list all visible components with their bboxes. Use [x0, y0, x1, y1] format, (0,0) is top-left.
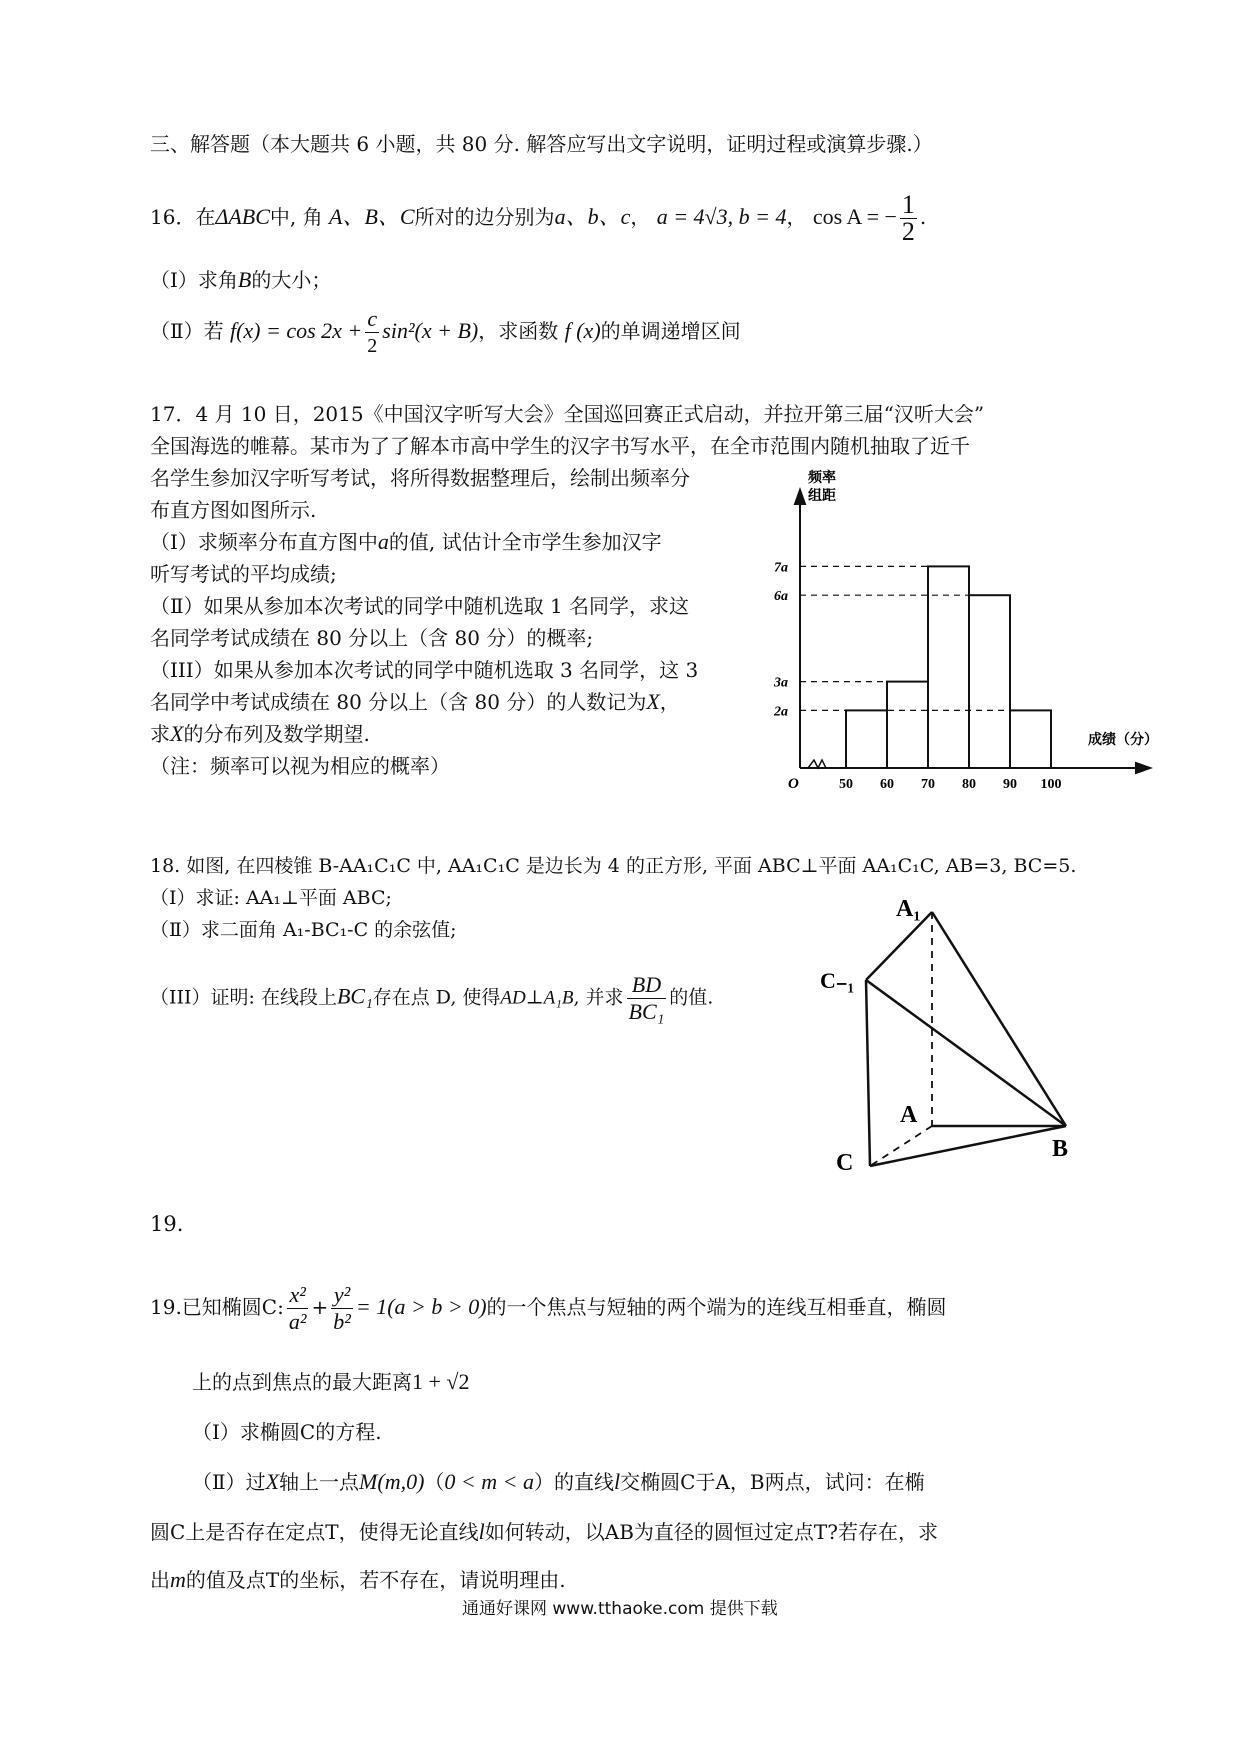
axis-break-mark — [808, 760, 826, 768]
histogram-bar — [1010, 710, 1051, 768]
edge-a1-c1 — [866, 912, 932, 980]
chart-ylabel-bottom: 组距 — [808, 489, 836, 504]
q17-part3-cont: 名同学中考试成绩在 80 分以上（含 80 分）的人数记为X， — [150, 689, 680, 714]
q17-line1: 17．4 月 10 日，2015《中国汉字听写大会》全国巡回赛正式启动，并拉开第三届“汉听大会” — [150, 402, 985, 426]
y-tick-label: 3a — [774, 675, 788, 691]
edge-a1-b — [932, 912, 1066, 1126]
frequency-histogram — [770, 468, 1170, 788]
x-tick-label: 90 — [1003, 777, 1017, 788]
q17-line4: 布直方图如图所示. — [150, 498, 317, 522]
q16-part2: （Ⅱ）若 f(x) = cos 2x + $\frac{c}{2}$ sin²(x + B)，求函数 f (x)的单调递增区间 — [150, 306, 741, 357]
bd-over-bc1-fraction: $\frac{BD}{\text{BC₁}}$ — [628, 972, 665, 1024]
q18-part1: （Ⅰ）求证: AA₁⊥平面 ABC; — [150, 887, 392, 909]
vertex-label-c: C — [836, 1150, 854, 1176]
vertex-label-c1: C₋₁ — [820, 968, 855, 993]
y-tick-label: 2a — [774, 704, 788, 720]
q19-part1: （Ⅰ）求椭圆C的方程. — [192, 1420, 382, 1444]
q19-line1: 19.已知椭圆C: $\frac{\text{x²}}{\text{a²}}$ + $\frac{\text{y²}}{\text{b²}}$ = 1(a > b > 0)的一个焦点与短轴的两个端为的连线互相垂直，椭圆 — [150, 1282, 947, 1334]
q19-line2: 上的点到焦点的最大距离1 + √2 — [192, 1369, 470, 1394]
q18-part3: （III）证明: 在线段上BC₁存在点 D, 使得AD⊥A₁B, 并求 $\frac{BD}{\text{BC₁}}$ 的值. — [150, 972, 714, 1024]
vertex-label-a1: A₁ — [896, 896, 921, 922]
q17-part1: （Ⅰ）求频率分布直方图中a的值, 试估计全市学生参加汉字 — [150, 529, 662, 554]
q17-part3-end: 求X的分布列及数学期望. — [150, 721, 370, 746]
edge-c1-b — [866, 980, 1066, 1126]
x-tick-label: 50 — [839, 777, 853, 788]
q17-line3: 名学生参加汉字听写考试，将所得数据整理后，绘制出频率分 — [150, 466, 690, 490]
q17-part1-cont: 听写考试的平均成绩; — [150, 562, 337, 586]
edge-c1-c — [866, 980, 870, 1166]
chart-xlabel: 成绩（分） — [1088, 733, 1158, 748]
vertex-label-a: A — [900, 1102, 918, 1128]
y-axis-arrow — [795, 490, 805, 504]
q17-line2: 全国海选的帷幕。某市为了了解本市高中学生的汉字书写水平，在全市范围内随机抽取了近千 — [150, 434, 970, 458]
one-half-fraction: $\frac{1}{2}$ — [901, 190, 915, 246]
q18-statement: 18. 如图, 在四棱锥 B-AA₁C₁C 中, AA₁C₁C 是边长为 4 的正方形, 平面 ABC⊥平面 AA₁C₁C, AB=3, BC=5. — [150, 855, 1077, 877]
q19-part2: （Ⅱ）过X轴上一点M(m,0)（0 < m < a）的直线l交椭圆C于A，B两点，试问：在椭 — [192, 1469, 925, 1494]
q16-part1: （Ⅰ）求角B的大小； — [150, 267, 332, 292]
x-tick-label: 70 — [921, 777, 935, 788]
pyramid-figure — [820, 888, 1120, 1178]
histogram-bar — [846, 710, 887, 768]
q18-part2: （Ⅱ）求二面角 A₁-BC₁-C 的余弦值; — [150, 919, 457, 941]
x2-over-a2-fraction: $\frac{\text{x²}}{\text{a²}}$ — [288, 1282, 307, 1334]
vertex-label-b: B — [1052, 1136, 1069, 1162]
x-tick-label: 100 — [1040, 777, 1062, 788]
q19-line4: 圆C上是否存在定点T，使得无论直线l如何转动，以AB为直径的圆恒过定点T?若存在，求 — [150, 1519, 938, 1544]
chart-ylabel-top: 频率 — [808, 471, 836, 486]
q17-part2-cont: 名同学考试成绩在 80 分以上（含 80 分）的概率; — [150, 626, 594, 650]
q17-part2: （Ⅱ）如果从参加本次考试的同学中随机选取 1 名同学，求这 — [150, 594, 690, 618]
histogram-bar — [969, 595, 1010, 768]
histogram-bar — [887, 682, 928, 768]
q17-part3: （III）如果从参加本次考试的同学中随机选取 3 名同学，这 3 — [150, 658, 699, 682]
y2-over-b2-fraction: $\frac{\text{y²}}{\text{b²}}$ — [333, 1282, 351, 1334]
edge-c-b — [870, 1126, 1069, 1166]
histogram-bar — [928, 566, 969, 768]
y-tick-label: 6a — [774, 589, 788, 605]
q17-note: （注：频率可以视为相应的概率） — [150, 754, 450, 778]
page-footer: 通通好课网 www.tthaoke.com 提供下载 — [462, 1599, 778, 1619]
c-over-2-fraction: $\frac{c}{2}$ — [367, 306, 378, 357]
x-axis-arrow — [1136, 763, 1150, 773]
q19-line5: 出m的值及点T的坐标，若不存在，请说明理由. — [150, 1567, 566, 1592]
x-tick-label: 80 — [962, 777, 976, 788]
q16-statement: 16．在ΔABC中, 角 A、B、C所对的边分别为a、b、c， a = 4√3, b = 4， cos A = − $\frac{1}{2}$ . — [150, 190, 927, 246]
q19-number: 19. — [150, 1212, 184, 1236]
chart-origin: O — [788, 776, 799, 788]
y-tick-label: 7a — [774, 560, 788, 576]
section-header: 三、解答题（本大题共 6 小题，共 80 分. 解答应写出文字说明，证明过程或演算步骤.） — [150, 132, 933, 156]
x-tick-label: 60 — [880, 777, 894, 788]
